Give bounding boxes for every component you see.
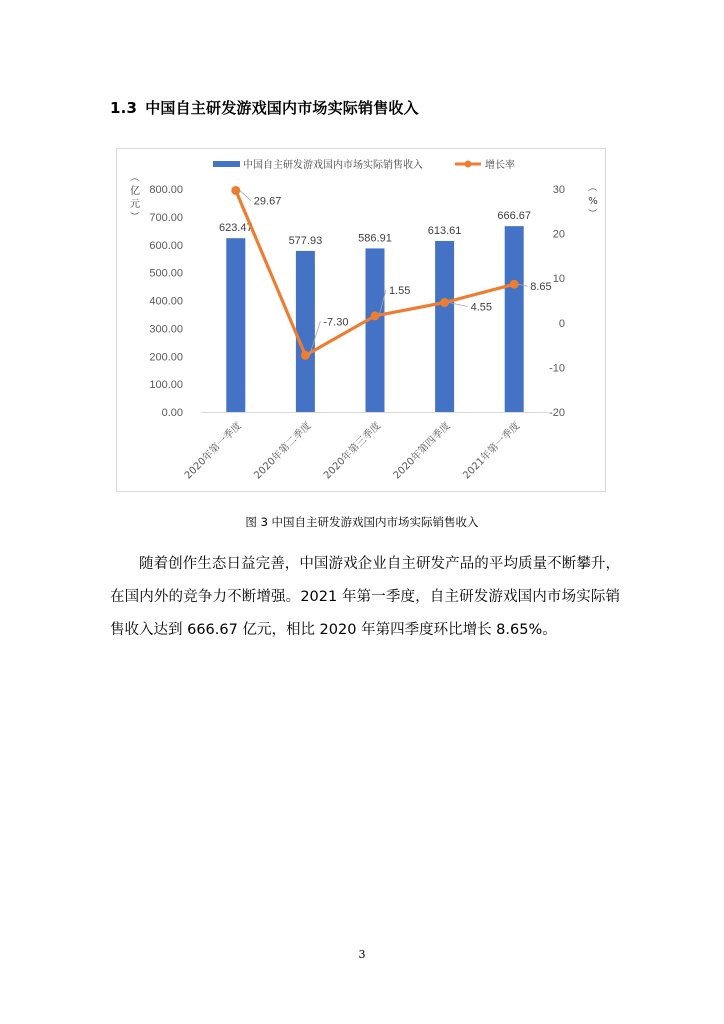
label-leader-line [240,190,251,200]
left-tick-label: 600.00 [149,239,183,252]
legend-marker-line [465,161,472,168]
right-tick-label: -10 [549,362,565,375]
legend-label-line: 增长率 [485,160,515,171]
bar-value-labels [219,210,531,247]
bar-value-label: 623.47 [218,222,253,235]
left-axis-title [128,172,140,221]
right-tick-label: 10 [552,273,565,286]
right-tick-label: 20 [552,228,565,241]
line-value-label: 1.55 [389,284,411,297]
left-tick-label: 400.00 [149,295,183,308]
bar-value-label: 666.67 [497,210,532,223]
growth-point [440,298,449,307]
right-axis-title [586,182,598,218]
category-label: 2020年第四季度 [391,420,453,482]
bar-value-label: 577.93 [288,234,323,247]
bar [505,226,524,412]
right-axis-title-char: ） [586,208,597,218]
category-label: 2020年第二季度 [252,420,314,482]
growth-point [510,280,519,289]
left-tick-label: 300.00 [149,323,183,336]
right-tick-label: 30 [552,184,565,196]
section-title: 中国自主研发游戏国内市场实际销售收入 [145,99,419,117]
left-tick-label: 0.00 [161,407,183,419]
line-value-label: -7.30 [323,316,349,329]
line-value-label: 29.67 [253,195,282,208]
chart-legend [213,158,515,171]
category-label: 2020年第一季度 [182,420,244,482]
body-paragraph [110,548,620,647]
right-tick-label: 0 [558,317,565,330]
right-axis-title-char: （ [586,182,597,192]
left-tick-label: 800.00 [149,184,183,196]
growth-point [231,186,240,195]
category-label: 2020年第三季度 [321,420,384,482]
figure-caption: 图 3 中国自主研发游戏国内市场实际销售收入 [245,515,479,529]
legend-label-bars: 中国自主研发游戏国内市场实际销售收入 [243,160,423,171]
bar-value-label: 613.61 [427,224,462,237]
left-axis-title-char: 亿 [130,186,140,197]
right-tick-label: -20 [549,407,565,419]
growth-point [301,351,310,360]
legend-swatch-bars [213,161,240,167]
line-value-label: 8.65 [530,281,552,294]
right-axis-title-char: % [588,196,598,207]
left-axis-title-char: （ [128,172,139,182]
left-axis-title-char: ） [128,211,139,221]
growth-point [371,311,380,320]
page-number: 3 [358,948,366,961]
paragraph-text: 随着创作生态日益完善，中国游戏企业自主研发产品的平均质量不断攀升，在国内外的竞争力不断增强。2021 年第一季度，自主研发游戏国内市场实际销售收入达到 666.67 亿元，相比 2020 年第四季度环比增长 8.65%。 [110,556,620,638]
combo-chart [116,148,606,492]
section-number: 1.3 [110,99,138,117]
left-tick-label: 500.00 [149,267,183,280]
bar [226,238,245,412]
right-axis-ticks [549,184,565,419]
left-tick-label: 700.00 [149,211,183,224]
bar [366,248,385,412]
bar [435,241,454,412]
bar [296,251,315,412]
left-tick-label: 100.00 [149,379,183,392]
left-tick-label: 200.00 [149,351,183,364]
section-heading [110,97,419,118]
chart-svg [117,149,607,493]
left-axis-title-char: 元 [130,199,140,210]
line-value-label: 4.55 [470,301,493,314]
bar-value-label: 586.91 [358,232,392,245]
category-label: 2021年第一季度 [461,420,523,482]
category-labels [181,419,522,482]
left-axis-ticks [149,184,183,419]
